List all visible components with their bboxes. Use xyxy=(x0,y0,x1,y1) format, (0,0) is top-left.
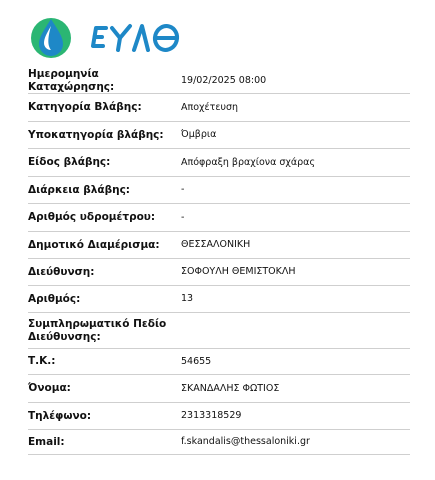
detail-row xyxy=(28,149,410,177)
detail-row xyxy=(28,375,410,403)
field-label: Email: xyxy=(28,435,65,448)
field-value: f.skandalis@thessaloniki.gr xyxy=(181,436,310,447)
field-value: Όμβρια xyxy=(181,129,217,140)
detail-row xyxy=(28,94,410,122)
field-value: ΘΕΣΣΑΛΟΝΙΚΗ xyxy=(181,239,251,250)
field-label: Διεύθυνση: xyxy=(28,265,95,278)
detail-row xyxy=(28,204,410,232)
field-label: Συμπληρωματικό Πεδίο Διεύθυνσης: xyxy=(28,317,167,343)
field-value: ΣΚΑΝΔΑΛΗΣ ΦΩΤΙΟΣ xyxy=(181,382,280,394)
field-value: 13 xyxy=(181,293,194,304)
detail-row xyxy=(28,122,410,149)
field-label: Τ.Κ.: xyxy=(28,355,56,367)
detail-row xyxy=(28,259,410,286)
details-table xyxy=(28,68,410,455)
detail-row xyxy=(28,430,410,455)
field-label: Ημερομηνία Καταχώρησης: xyxy=(28,67,115,93)
field-value: - xyxy=(181,211,185,223)
detail-row xyxy=(28,403,410,430)
field-value: Απόφραξη βραχίονα σχάρας xyxy=(181,156,316,168)
detail-row xyxy=(28,232,410,259)
detail-row xyxy=(28,68,410,94)
water-drop-logo-icon xyxy=(28,16,74,60)
field-label: Δημοτικό Διαμέρισμα: xyxy=(28,238,160,251)
header xyxy=(0,0,435,70)
field-label: Κατηγορία Βλάβης: xyxy=(28,101,142,113)
field-label: Είδος βλάβης: xyxy=(28,156,111,168)
field-value: 2313318529 xyxy=(181,410,242,421)
field-label: Αριθμός υδρομέτρου: xyxy=(28,211,156,223)
detail-row xyxy=(28,349,410,375)
field-value: 54655 xyxy=(181,355,212,367)
field-value: Αποχέτευση xyxy=(181,101,239,113)
eyath-logo xyxy=(90,20,186,56)
field-label: Τηλέφωνο: xyxy=(28,409,92,422)
detail-row xyxy=(28,286,410,313)
field-value: ΣΟΦΟΥΛΗ ΘΕΜΙΣΤΟΚΛΗ xyxy=(181,266,296,277)
field-value: - xyxy=(181,184,185,195)
detail-row xyxy=(28,177,410,204)
field-label: Αριθμός: xyxy=(28,292,81,305)
field-label: Υποκατηγορία βλάβης: xyxy=(28,128,164,141)
field-label: Διάρκεια βλάβης: xyxy=(28,183,131,196)
detail-row xyxy=(28,313,410,349)
field-label: Όνομα: xyxy=(28,382,71,394)
field-value: 19/02/2025 08:00 xyxy=(181,74,267,86)
